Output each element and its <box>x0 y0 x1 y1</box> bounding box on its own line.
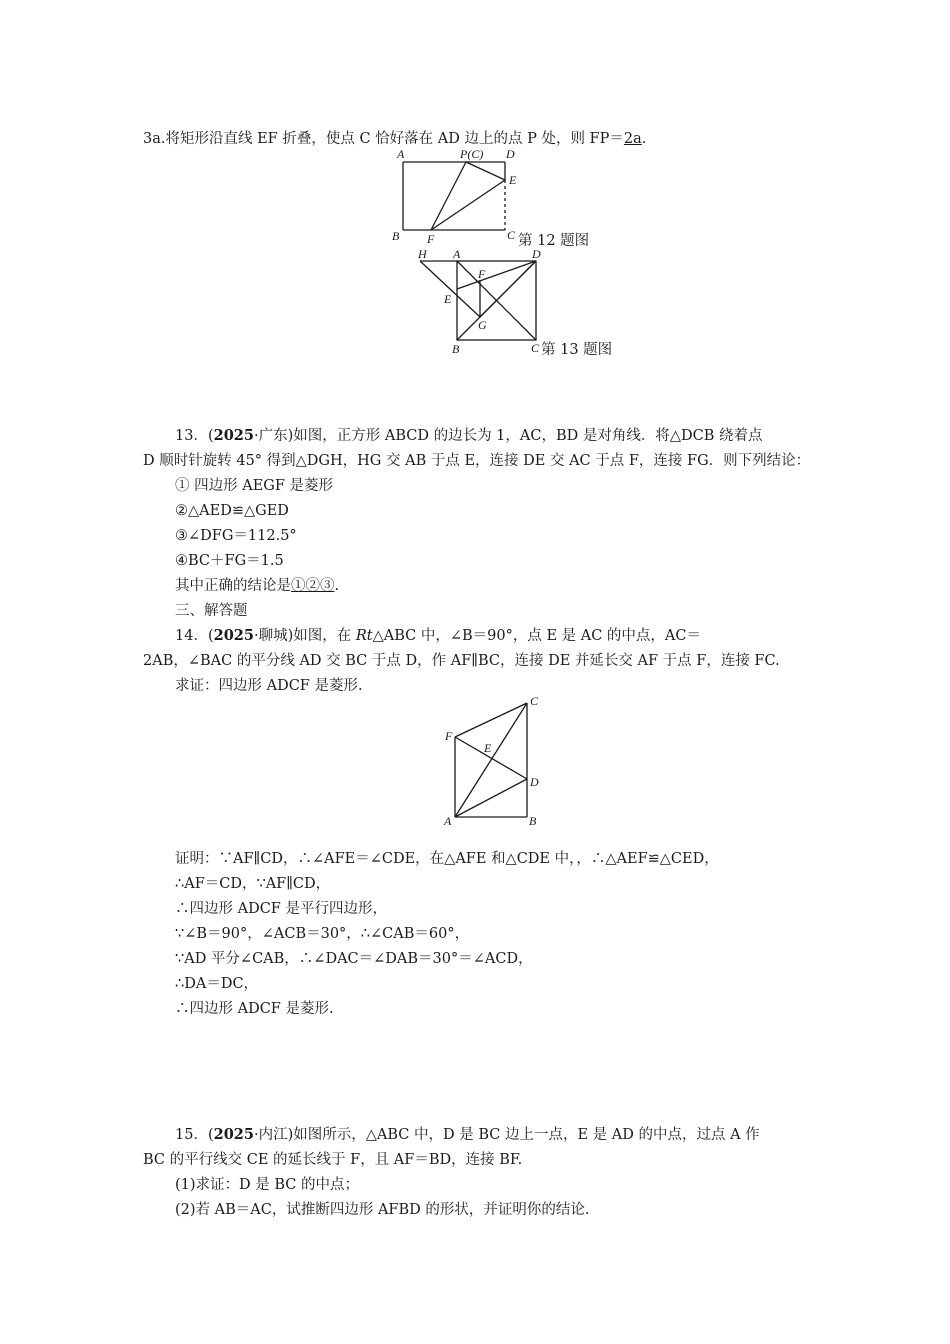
fig13-label-f: F <box>478 267 486 281</box>
q13-conclusion-period: . <box>334 578 340 594</box>
fig14-label-b: B <box>529 814 537 828</box>
fig14-label-a: A <box>444 814 452 828</box>
fig13-line-dg <box>480 261 536 317</box>
q13-item-1: ① 四边形 AEGF 是菱形 <box>175 478 334 494</box>
q15-line1 <box>175 1126 760 1144</box>
q14-proof-2: ∴AF＝CD，∵AF∥CD， <box>175 876 331 892</box>
fig13-label-h: H <box>418 247 427 261</box>
fig13-caption: 第 13 题图 <box>541 342 613 358</box>
fig14-line-ad <box>455 779 527 817</box>
fig14-label-f: F <box>445 729 453 743</box>
q14-text-pre: ·聊城)如图，在 <box>253 628 356 644</box>
q14-proof-5: ∵AD 平分∠CAB，∴∠DAC＝∠DAB＝30°＝∠ACD， <box>175 951 533 967</box>
fig13-label-g: G <box>478 318 487 332</box>
fig14-label-d: D <box>530 775 539 789</box>
q13-line2: D 顺时针旋转 45° 得到△DGH，HG 交 AB 于点 E，连接 DE 交 AC 于点 F，连接 FG．则下列结论： <box>143 453 811 469</box>
q15-item-1: (1)求证：D 是 BC 的中点； <box>175 1177 360 1193</box>
q14-line3: 求证：四边形 ADCF 是菱形. <box>175 678 363 694</box>
fig12-label-c: C <box>507 228 516 242</box>
q14-proof-7: ∴四边形 ADCF 是菱形. <box>175 1001 334 1017</box>
q14-line2: 2AB，∠BAC 的平分线 AD 交 BC 于点 D，作 AF∥BC，连接 DE 并延长交 AF 于点 F，连接 FC. <box>143 653 780 669</box>
q13-conclusion <box>175 577 339 595</box>
q14-line1 <box>175 627 701 645</box>
q14-proof-6: ∴DA＝DC， <box>175 976 259 992</box>
q15-item-2: (2)若 AB＝AC，试推断四边形 AFBD 的形状，并证明你的结论. <box>175 1202 590 1218</box>
fig12-label-b: B <box>392 229 400 243</box>
fig12-line-pe <box>466 162 505 180</box>
q13-number: 13．( <box>175 428 214 444</box>
q15-line2: BC 的平行线交 CE 的延长线于 F，且 AF＝BD，连接 BF. <box>143 1152 523 1168</box>
section-heading: 三、解答题 <box>175 603 248 619</box>
q14-rt: Rt <box>355 628 373 644</box>
fig12-line-fe <box>431 180 505 230</box>
fig13-line-de <box>457 261 536 289</box>
q15-year: 2025 <box>213 1126 254 1143</box>
q13-item-2: ②△AED≌△GED <box>175 503 289 519</box>
fig12-label-e: E <box>509 173 517 187</box>
fig13-label-b: B <box>452 342 460 356</box>
q14-number: 14．( <box>175 628 214 644</box>
fig12-caption: 第 12 题图 <box>518 233 590 249</box>
q12-answer: 2a <box>623 131 642 147</box>
fig12-label-f: F <box>427 232 435 246</box>
q14-proof-4: ∵∠B＝90°，∠ACB＝30°，∴∠CAB＝60°， <box>175 926 470 942</box>
q13-year: 2025 <box>213 427 254 444</box>
q14-proof-1: 证明：∵AF∥CD，∴∠AFE＝∠CDE，在△AFE 和△CDE 中，，∴△AEF≌△CED， <box>175 851 719 867</box>
fig12-label-a: A <box>397 147 405 161</box>
q12-period: . <box>641 131 647 147</box>
fig14-label-e: E <box>484 741 492 755</box>
q13-line1 <box>175 427 763 445</box>
fig13-line-hg <box>420 261 480 317</box>
q13-answer: ①②③ <box>291 578 335 594</box>
q13-item-4: ④BC＋FG＝1.5 <box>175 553 284 569</box>
q15-number: 15．( <box>175 1127 214 1143</box>
fig14-label-c: C <box>530 694 539 708</box>
fig13-label-c: C <box>531 341 540 355</box>
fig13-label-a: A <box>453 247 461 261</box>
q15-text1: ·内江)如图所示，△ABC 中，D 是 BC 边上一点，E 是 AD 的中点，过点 A 作 <box>253 1127 760 1143</box>
fig12-line-fp <box>431 162 466 230</box>
q13-conclusion-text: 其中正确的结论是 <box>175 578 291 594</box>
q13-item-3: ③∠DFG＝112.5° <box>175 528 297 544</box>
q12-text: 3a.将矩形沿直线 EF 折叠，使点 C 恰好落在 AD 边上的点 P 处，则 FP＝ <box>143 131 624 147</box>
q13-text1: ·广东)如图，正方形 ABCD 的边长为 1，AC，BD 是对角线．将△DCB 绕着点 <box>253 428 763 444</box>
q14-year: 2025 <box>213 627 254 644</box>
figure-13 <box>410 244 550 356</box>
q14-proof-3: ∴四边形 ADCF 是平行四边形， <box>175 901 387 917</box>
fig13-label-e: E <box>444 292 452 306</box>
figure-14 <box>438 692 548 832</box>
fig12-label-pc: P(C) <box>460 147 484 161</box>
fig13-label-d: D <box>532 247 541 261</box>
q14-text-post: △ABC 中，∠B＝90°，点 E 是 AC 的中点，AC＝ <box>372 628 702 644</box>
fig12-label-d: D <box>506 147 515 161</box>
